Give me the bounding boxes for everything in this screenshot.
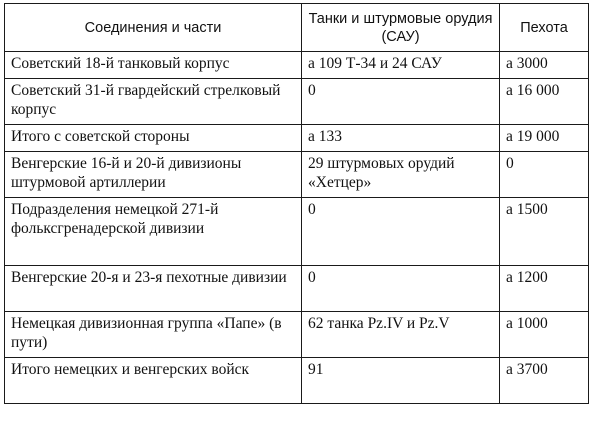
cell-infantry: а 3000 — [500, 52, 589, 79]
header-tanks: Танки и штурмовые орудия (САУ) — [302, 4, 500, 52]
table-row — [5, 312, 589, 358]
cell-infantry: а 1200 — [500, 266, 589, 312]
table-row — [5, 152, 589, 198]
table-row — [5, 125, 589, 152]
cell-units: Советский 31-й гвардейский стрелковый корпус — [5, 79, 302, 125]
cell-tanks: а 109 Т-34 и 24 САУ — [302, 52, 500, 79]
table-row — [5, 79, 589, 125]
cell-tanks: 0 — [302, 266, 500, 312]
cell-infantry: а 19 000 — [500, 125, 589, 152]
cell-units: Подразделения немецкой 271-й фольксгренадерской дивизии — [5, 198, 302, 266]
header-infantry: Пехота — [500, 4, 589, 52]
cell-infantry: а 16 000 — [500, 79, 589, 125]
cell-tanks: 62 танка Pz.IV и Pz.V — [302, 312, 500, 358]
cell-tanks: 0 — [302, 198, 500, 266]
cell-units: Венгерские 20-я и 23-я пехотные дивизии — [5, 266, 302, 312]
cell-tanks: 91 — [302, 358, 500, 404]
table-row — [5, 198, 589, 266]
table-row — [5, 266, 589, 312]
cell-units: Итого с советской стороны — [5, 125, 302, 152]
cell-infantry: а 3700 — [500, 358, 589, 404]
header-units: Соединения и части — [5, 4, 302, 52]
cell-infantry: а 1000 — [500, 312, 589, 358]
cell-tanks: а 133 — [302, 125, 500, 152]
table-row — [5, 52, 589, 79]
cell-tanks: 0 — [302, 79, 500, 125]
cell-units: Советский 18-й танковый корпус — [5, 52, 302, 79]
cell-infantry: а 1500 — [500, 198, 589, 266]
cell-units: Немецкая дивизионная группа «Папе» (в пути) — [5, 312, 302, 358]
cell-infantry: 0 — [500, 152, 589, 198]
table-header-row — [5, 4, 589, 52]
forces-table — [4, 3, 589, 404]
cell-units: Венгерские 16-й и 20-й дивизионы штурмовой артиллерии — [5, 152, 302, 198]
cell-tanks: 29 штурмовых орудий «Хетцер» — [302, 152, 500, 198]
table-row — [5, 358, 589, 404]
cell-units: Итого немецких и венгерских войск — [5, 358, 302, 404]
